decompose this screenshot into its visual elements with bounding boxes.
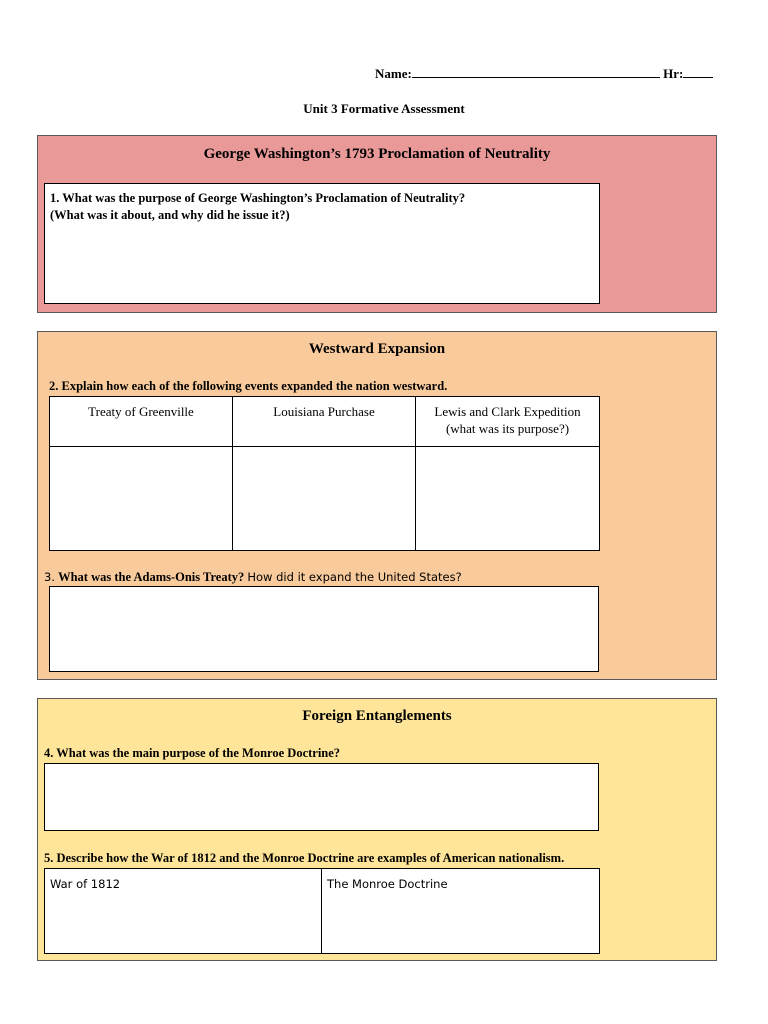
name-hr-line [375, 66, 713, 82]
page-subtitle: Unit 3 Formative Assessment [303, 101, 465, 116]
answer-treaty-of-greenville[interactable] [50, 447, 233, 551]
section-foreign [37, 698, 717, 961]
header-lewis-and-clark-line1: Lewis and Clark Expedition [434, 404, 581, 419]
section-neutrality [37, 135, 717, 313]
header-louisiana-purchase: Louisiana Purchase [233, 397, 416, 447]
section-title-westward: Westward Expansion [308, 341, 446, 357]
answer-lewis-and-clark[interactable] [416, 447, 600, 551]
q1-text-line2: (What was it about, and why did he issue it?) [50, 208, 290, 222]
westward-answer-row [50, 447, 600, 551]
section-westward [37, 331, 717, 680]
section-title-foreign: Foreign Entanglements [302, 708, 452, 724]
header-treaty-of-greenville: Treaty of Greenville [50, 397, 233, 447]
answer-louisiana-purchase[interactable] [233, 447, 416, 551]
westward-table [49, 396, 600, 551]
name-label: Name: [375, 66, 412, 81]
nationalism-table [44, 868, 600, 954]
header-lewis-and-clark-line2: (what was its purpose?) [445, 421, 570, 436]
q4-answer-box[interactable] [44, 763, 599, 831]
label-monroe-doctrine: The Monroe Doctrine [327, 877, 448, 891]
q3-bold-text: What was the Adams-Onis Treaty? [58, 570, 245, 584]
name-field[interactable] [412, 67, 660, 78]
hr-field[interactable] [683, 67, 713, 78]
q1-answer-box[interactable] [44, 183, 600, 304]
answer-monroe-doctrine[interactable] [322, 869, 600, 954]
q3-rest-text: How did it expand the United States? [247, 570, 462, 584]
section-title-neutrality: George Washington’s 1793 Proclamation of Neutrality [203, 146, 551, 162]
q5-text: 5. Describe how the War of 1812 and the Monroe Doctrine are examples of American nationalism. [44, 851, 565, 865]
nationalism-row [45, 869, 600, 954]
q3-text [44, 569, 462, 586]
q1-text-line1: 1. What was the purpose of George Washington’s Proclamation of Neutrality? [50, 191, 466, 205]
westward-header-row [50, 397, 600, 447]
q4-text: 4. What was the main purpose of the Monroe Doctrine? [44, 746, 341, 760]
q3-answer-box[interactable] [49, 586, 599, 672]
answer-war-of-1812[interactable] [45, 869, 322, 954]
q2-text: 2. Explain how each of the following events expanded the nation westward. [49, 379, 448, 393]
header-lewis-and-clark [416, 397, 600, 447]
hr-label: Hr: [663, 66, 684, 81]
q3-number: 3. [44, 570, 55, 584]
label-war-of-1812: War of 1812 [50, 877, 121, 891]
